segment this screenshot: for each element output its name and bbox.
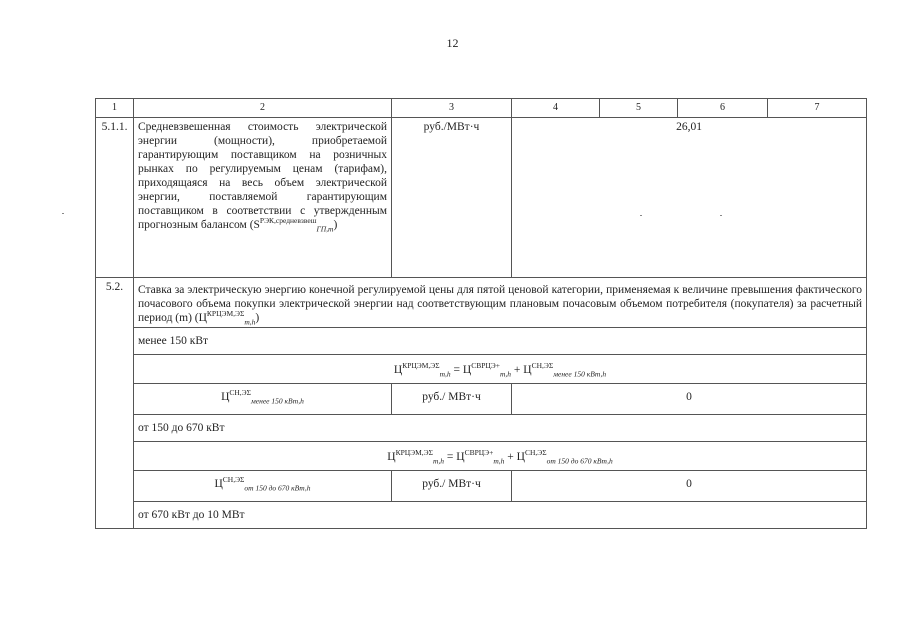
formula-term2-sup: СН,ЭΣ xyxy=(524,448,547,458)
tariff-table xyxy=(95,98,867,529)
row-description xyxy=(134,278,867,328)
section-title: от 150 до 670 кВт xyxy=(134,415,867,442)
col-number-6: 6 xyxy=(678,99,768,118)
parameter-symbol xyxy=(134,471,392,502)
formula-row xyxy=(96,442,867,471)
formula-lhs: Ц xyxy=(393,364,403,376)
formula-lhs-sub: m,h xyxy=(432,456,445,466)
formula-lhs-sup: КРЦЭМ,ЭΣ xyxy=(402,361,440,371)
parameter-value: 0 xyxy=(512,471,867,502)
section-title: от 670 кВт до 10 МВт xyxy=(134,502,867,529)
description-close: ) xyxy=(255,312,260,324)
parameter-unit: руб./ МВт·ч xyxy=(392,471,512,502)
row-5-2 xyxy=(96,278,867,328)
symbol-subscript: ГП,m xyxy=(316,224,334,234)
formula-lhs-sup: КРЦЭМ,ЭΣ xyxy=(395,448,433,458)
col-number-3: 3 xyxy=(392,99,512,118)
column-numbers-row xyxy=(96,99,867,118)
symbol-superscript: КРЦЭМ,ЭΣ xyxy=(206,309,245,319)
formula-term1-sup: СВРЦЭ+ xyxy=(464,448,494,458)
formula-term2-sup: СН,ЭΣ xyxy=(531,361,554,371)
scan-speck xyxy=(720,215,722,216)
param-base: Ц xyxy=(221,391,230,403)
description-text: Ставка за электрическую энергию конечной регулируемой цены для пятой ценовой категории, применяемая к величине превышения фактического почасового объема покупки электрической энергии над соответствующим плановым почасовым объемом потребителя (покупателя) за расчетный период (m) (Ц xyxy=(138,284,862,324)
col-number-4: 4 xyxy=(512,99,600,118)
row-value: 26,01 xyxy=(512,118,867,278)
formula-equals: = xyxy=(450,364,463,376)
row-description xyxy=(134,118,392,278)
symbol-subscript: m,h xyxy=(244,317,256,327)
formula-plus: + xyxy=(504,451,517,463)
section-title-row xyxy=(96,415,867,442)
section-title-row xyxy=(96,502,867,529)
formula-term1: Ц xyxy=(462,364,472,376)
row-number: 5.2. xyxy=(96,278,134,529)
scan-speck xyxy=(62,213,64,214)
formula-term1: Ц xyxy=(456,451,465,463)
parameter-row xyxy=(96,384,867,415)
param-sup: СН,ЭΣ xyxy=(222,475,245,485)
parameter-row xyxy=(96,471,867,502)
formula-equals: = xyxy=(444,451,457,463)
row-unit: руб./МВт·ч xyxy=(392,118,512,278)
description-text: Средневзвешенная стоимость электрической энергии (мощности), приобретаемой гарантирующим поставщиком на розничных рынках по регулируемым ценам (тарифам), приходящаяся на весь объем электрической энергии, поставляемой гарантирующим поставщиком в соответствии с утвержденным прогнозным балансом (S xyxy=(138,121,387,231)
col-number-5: 5 xyxy=(600,99,678,118)
formula-plus: + xyxy=(511,364,524,376)
formula-term1-sub: m,h xyxy=(493,456,505,466)
row-number: 5.1.1. xyxy=(96,118,134,278)
formula xyxy=(134,355,867,384)
param-sup: СН,ЭΣ xyxy=(229,388,252,398)
section-title-row xyxy=(96,328,867,355)
page-number: 12 xyxy=(446,36,459,50)
col-number-2: 2 xyxy=(134,99,392,118)
parameter-unit: руб./ МВт·ч xyxy=(392,384,512,415)
description-close: ) xyxy=(333,219,338,231)
col-number-1: 1 xyxy=(96,99,134,118)
parameter-symbol xyxy=(134,384,392,415)
scan-speck xyxy=(640,215,642,216)
formula-term2: Ц xyxy=(516,451,525,463)
formula-term2-sub: от 150 до 670 кВт,h xyxy=(546,456,613,466)
formula-lhs: Ц xyxy=(387,451,396,463)
formula-term1-sup: СВРЦЭ+ xyxy=(471,361,500,371)
param-sub: от 150 до 670 кВт,h xyxy=(244,483,311,493)
formula-term2-sub: менее 150 кВт,h xyxy=(553,369,607,379)
section-title: менее 150 кВт xyxy=(134,328,867,355)
formula-row xyxy=(96,355,867,384)
formula-term1-sub: m,h xyxy=(499,369,512,379)
param-sub: менее 150 кВт,h xyxy=(251,396,304,406)
param-base: Ц xyxy=(214,478,223,490)
formula-term2: Ц xyxy=(523,364,532,376)
parameter-value: 0 xyxy=(512,384,867,415)
symbol-superscript: РЭК,средневзвеш xyxy=(259,216,317,226)
row-5-1-1 xyxy=(96,118,867,278)
col-number-7: 7 xyxy=(768,99,867,118)
formula xyxy=(134,442,867,471)
formula-lhs-sub: m,h xyxy=(439,369,451,379)
